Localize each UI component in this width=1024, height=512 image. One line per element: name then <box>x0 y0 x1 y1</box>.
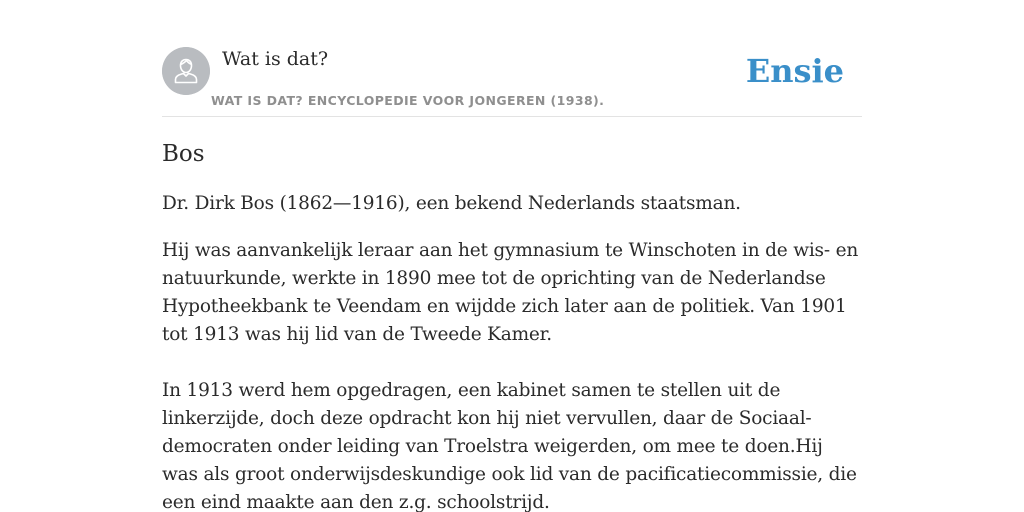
article-paragraph: Hij was aanvankelijk leraar aan het gymnasium te Winschoten in de wis- en natuurkunde, werkte in 1890 mee tot de oprichting van de Nederlandse Hypotheekbank te Veendam en wijdde zich later aan de politiek. Van 1901 tot 1913 was hij lid van de Tweede Kamer. <box>162 240 859 345</box>
source-header <box>162 46 862 117</box>
article-paragraph: In 1913 werd hem opgedragen, een kabinet samen te stellen uit de linkerzijde, doch deze opdracht kon hij niet vervullen, daar de Sociaal-democraten onder leiding van Troelstra weigerden, om mee te doen.Hij was als groot onderwijsdeskundige ook lid van de pacificatiecommissie, die een eind maakte aan den z.g. schoolstrijd. <box>162 380 857 512</box>
user-avatar-icon[interactable] <box>162 47 210 95</box>
ensie-logo-link[interactable]: Ensie <box>745 52 844 90</box>
article-lead: Dr. Dirk Bos (1862—1916), een bekend Nederlands staatsman. <box>162 193 741 214</box>
article-body <box>162 237 862 512</box>
article-title: Bos <box>162 141 205 167</box>
article-content <box>162 138 862 512</box>
source-title[interactable]: Wat is dat? <box>222 48 329 70</box>
source-subtitle[interactable]: WAT IS DAT? ENCYCLOPEDIE VOOR JONGEREN (1938). <box>211 93 605 108</box>
